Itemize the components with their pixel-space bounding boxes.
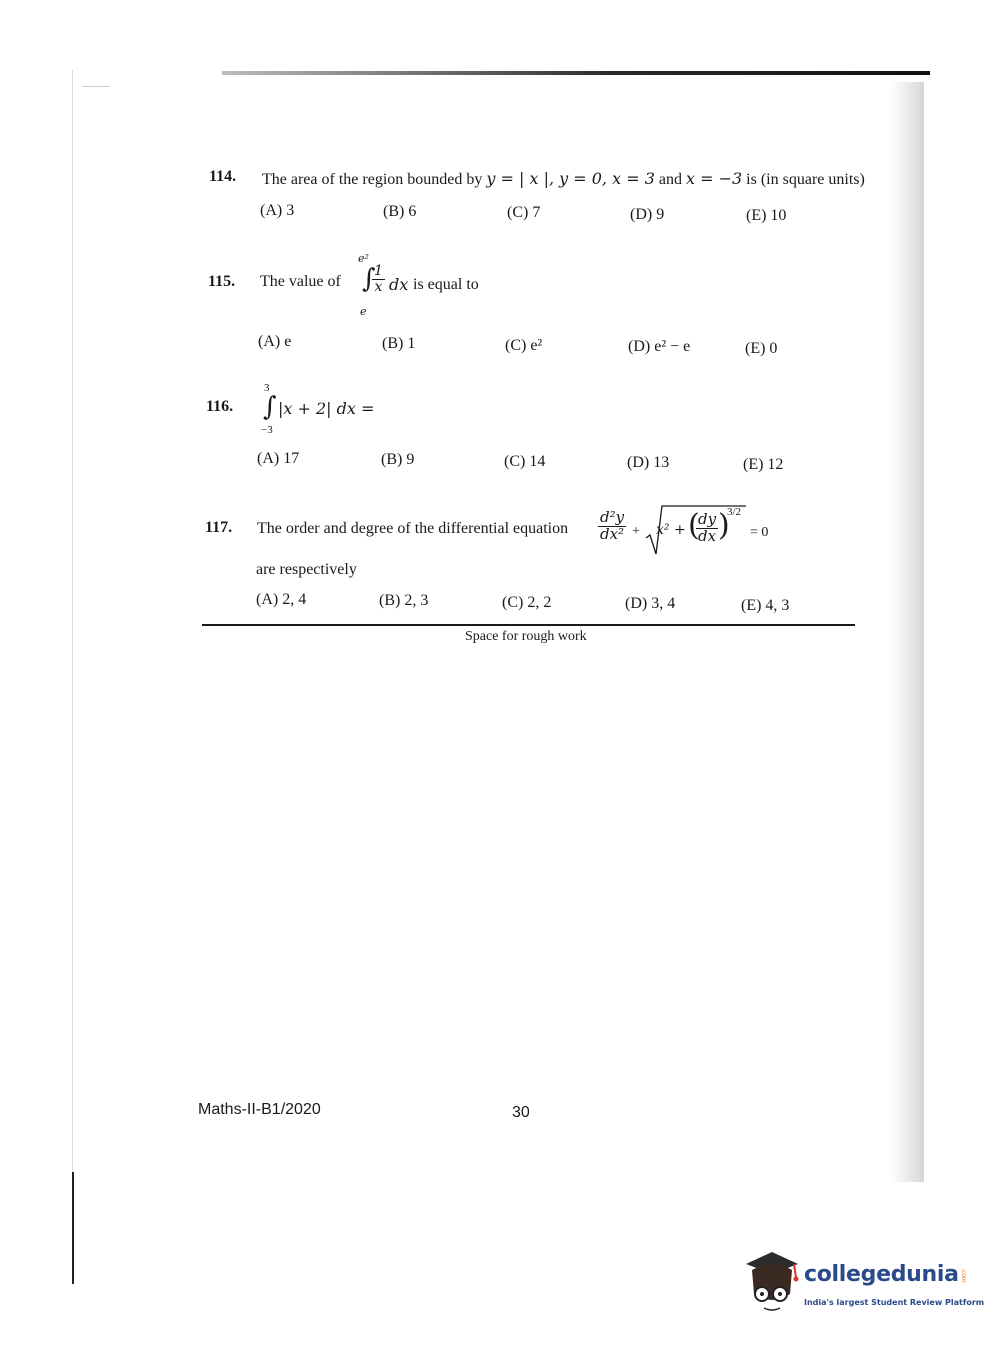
rough-work-label: Space for rough work xyxy=(465,629,587,644)
q116-lower-limit: −3 xyxy=(261,424,273,436)
q115-integrand xyxy=(372,264,385,294)
q115-integral-sign: ∫ xyxy=(362,264,376,294)
q115-integrand-denominator: x xyxy=(374,278,383,295)
q117-left-paren: ( xyxy=(688,508,700,543)
q117-option-a: (A) 2, 4 xyxy=(256,591,307,608)
q115-option-d: (D) e² − e xyxy=(628,338,691,355)
q115-option-c: (C) e² xyxy=(505,337,543,354)
q117-plus: + xyxy=(632,524,640,539)
q114-option-b: (B) 6 xyxy=(383,203,417,220)
q117-continuation: are respectively xyxy=(256,561,357,578)
q117-frac2-numerator: dy xyxy=(698,510,717,528)
q115-option-e: (E) 0 xyxy=(745,340,778,357)
paper-code: Maths-II-B1/2020 xyxy=(198,1101,321,1118)
q117-radicand: x² + xyxy=(656,522,686,538)
q117-frac2-denominator: dx xyxy=(698,526,717,545)
q116-option-b: (B) 9 xyxy=(381,451,415,468)
left-margin-rule xyxy=(72,70,73,1180)
margin-mark xyxy=(82,86,110,87)
q114-option-c: (C) 7 xyxy=(507,204,541,221)
q116-integral-sign: ∫ xyxy=(263,392,277,422)
paper-right-shadow xyxy=(890,82,924,1182)
q115-lower-limit: e xyxy=(360,305,367,318)
question-114-number: 114. xyxy=(209,168,237,185)
q114-option-e: (E) 10 xyxy=(746,207,787,224)
q115-option-b: (B) 1 xyxy=(382,335,416,352)
question-114-text xyxy=(262,169,865,189)
q115-option-a: (A) e xyxy=(258,333,292,350)
q115-integrand-numerator: 1 xyxy=(374,263,383,279)
q115-dx: dx xyxy=(389,275,409,294)
question-115-number: 115. xyxy=(208,273,236,290)
q117-option-e: (E) 4, 3 xyxy=(741,597,790,614)
q114-text-after: is (in square units) xyxy=(746,171,865,188)
collegedunia-logo xyxy=(742,1248,985,1318)
q114-and: and xyxy=(658,171,682,188)
q117-frac1-denominator: dx² xyxy=(600,524,625,543)
q115-text-before: The value of xyxy=(260,273,341,290)
q117-second-derivative xyxy=(598,510,626,543)
question-116-number: 116. xyxy=(206,398,234,415)
q114-option-d: (D) 9 xyxy=(630,206,665,223)
mascot-icon xyxy=(742,1248,804,1318)
q117-option-c: (C) 2, 2 xyxy=(502,594,552,611)
rough-work-divider xyxy=(202,624,855,626)
left-margin-rule-dark xyxy=(72,1172,74,1284)
q114-math: y = | x |, y = 0, x = 3 xyxy=(486,169,655,188)
q116-option-a: (A) 17 xyxy=(257,450,300,467)
q117-option-b: (B) 2, 3 xyxy=(379,592,429,609)
question-117-number: 117. xyxy=(205,519,233,536)
q114-text-before: The area of the region bounded by xyxy=(262,171,483,188)
q116-integrand: |x + 2| dx = xyxy=(278,399,375,418)
q117-right-paren: ) xyxy=(718,508,730,543)
q116-option-d: (D) 13 xyxy=(627,454,670,471)
q117-option-d: (D) 3, 4 xyxy=(625,595,676,612)
q117-exponent: 3/2 xyxy=(727,506,742,518)
q116-option-c: (C) 14 xyxy=(504,453,546,470)
q114-option-a: (A) 3 xyxy=(260,202,295,219)
q116-option-e: (E) 12 xyxy=(743,456,784,473)
q116-upper-limit: 3 xyxy=(264,382,270,394)
q115-upper-limit: e² xyxy=(358,252,369,265)
q117-frac1-numerator: d²y xyxy=(600,508,625,526)
logo-dotcom: .com xyxy=(960,1268,967,1283)
paper-top-edge xyxy=(222,71,930,75)
q115-text-after: is equal to xyxy=(413,276,479,293)
logo-wordmark: collegedunia xyxy=(804,1262,959,1287)
page-number: 30 xyxy=(512,1104,530,1121)
q114-math2: x = −3 xyxy=(685,169,743,188)
q117-equals: = 0 xyxy=(750,525,769,540)
q117-text-before: The order and degree of the differential equation xyxy=(257,520,569,537)
logo-tagline: India's largest Student Review Platform xyxy=(804,1298,985,1307)
q117-first-derivative xyxy=(696,512,718,545)
